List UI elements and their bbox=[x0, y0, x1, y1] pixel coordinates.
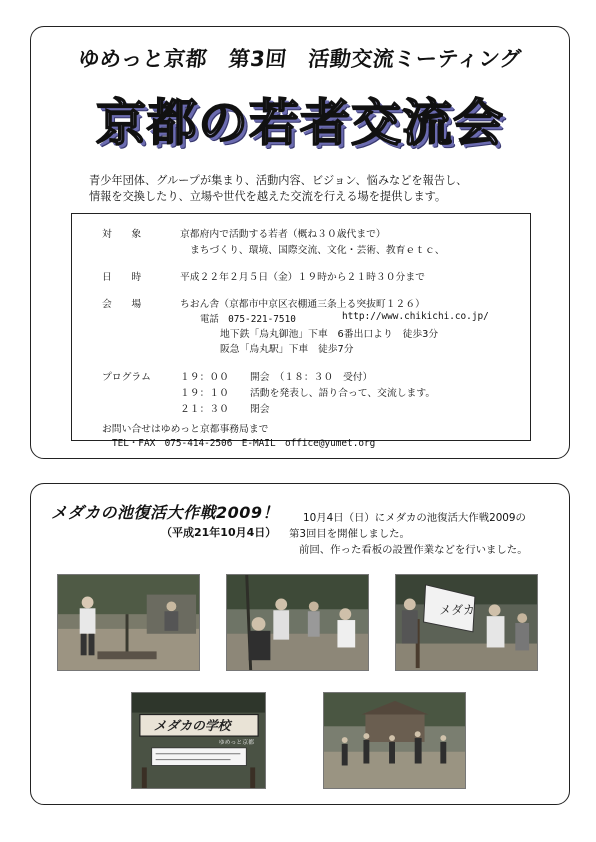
intro-text bbox=[89, 173, 529, 204]
intro-line-1: 青少年団体、グループが集まり、活動内容、ビジョン、悩みなどを報告し、 bbox=[89, 174, 468, 187]
program-item-1: 開会 （１８：３０ 受付） bbox=[250, 372, 373, 383]
report-text-line-2: 第3回目を開催しました。 bbox=[289, 528, 410, 540]
contact-line-2: TEL・FAX 075-414-2506 E-MAIL office@yumet.org bbox=[112, 438, 376, 449]
venue-name: ちおん舎（京都市中京区衣棚通三条上る突抜町１２６） bbox=[180, 299, 425, 310]
datetime-value: 平成２２年２月５日（金）１９時から２１時３０分まで bbox=[180, 272, 425, 283]
venue-label: 会 場 bbox=[102, 299, 142, 310]
target-line-1: 京都府内で活動する若者（概ね３０歳代まで） bbox=[180, 229, 386, 240]
sign-board-text: メダカ bbox=[439, 603, 475, 618]
photo-sign-installation bbox=[395, 574, 538, 671]
medaka-school-sign-text: メダカの学校 bbox=[153, 719, 231, 735]
photo-medaka-school-sign bbox=[131, 692, 266, 789]
photo-pond-cleanup bbox=[57, 574, 200, 671]
venue-url-link[interactable]: http://www.chikichi.co.jp/ bbox=[342, 311, 489, 322]
program-item-2: 活動を発表し、語り合って、交流します。 bbox=[250, 388, 436, 399]
event-title: 京都の若者交流会 bbox=[96, 93, 504, 152]
activity-report-panel bbox=[30, 483, 570, 805]
contact-line-1: お問い合せはゆめっと京都事務局まで bbox=[102, 424, 269, 435]
venue-phone: 電話 075-221-7510 bbox=[200, 314, 296, 325]
program-time-2: １９：１０ bbox=[180, 388, 229, 399]
target-label: 対 象 bbox=[102, 229, 142, 240]
report-text bbox=[289, 510, 528, 558]
report-text-line-3: 前回、作った看板の設置作業などを行いました。 bbox=[299, 544, 528, 556]
photo-volunteers-working bbox=[226, 574, 369, 671]
intro-line-2: 情報を交換したり、立場や世代を越えた交流を行える場を提供します。 bbox=[89, 189, 447, 203]
venue-access-subway: 地下鉄「烏丸御池」下車 6番出口より 徒歩3分 bbox=[220, 329, 439, 340]
program-item-3: 閉会 bbox=[250, 404, 270, 415]
report-title: メダカの池復活大作戦2009！ bbox=[51, 503, 280, 522]
datetime-label: 日 時 bbox=[102, 272, 142, 283]
event-info-box bbox=[71, 213, 531, 449]
photo-group-gathering bbox=[323, 692, 466, 789]
program-time-3: ２１：３０ bbox=[180, 404, 229, 415]
venue-access-hankyu: 阪急「烏丸駅」下車 徒歩7分 bbox=[220, 344, 354, 355]
report-text-line-1: 10月4日（日）にメダカの池復活大作戦2009の bbox=[303, 512, 526, 524]
report-date: （平成21年10月4日） bbox=[161, 526, 277, 539]
medaka-school-sign-subtext: ゆめっと京都 bbox=[218, 739, 255, 746]
program-time-1: １９：００ bbox=[180, 372, 229, 383]
event-announcement-panel bbox=[30, 26, 570, 459]
event-subtitle: ゆめっと京都 第3回 活動交流ミーティング bbox=[77, 47, 523, 71]
target-line-2: まちづくり、環境、国際交流、文化・芸術、教育ｅｔｃ、 bbox=[190, 245, 445, 256]
program-label: プログラム bbox=[102, 372, 151, 383]
